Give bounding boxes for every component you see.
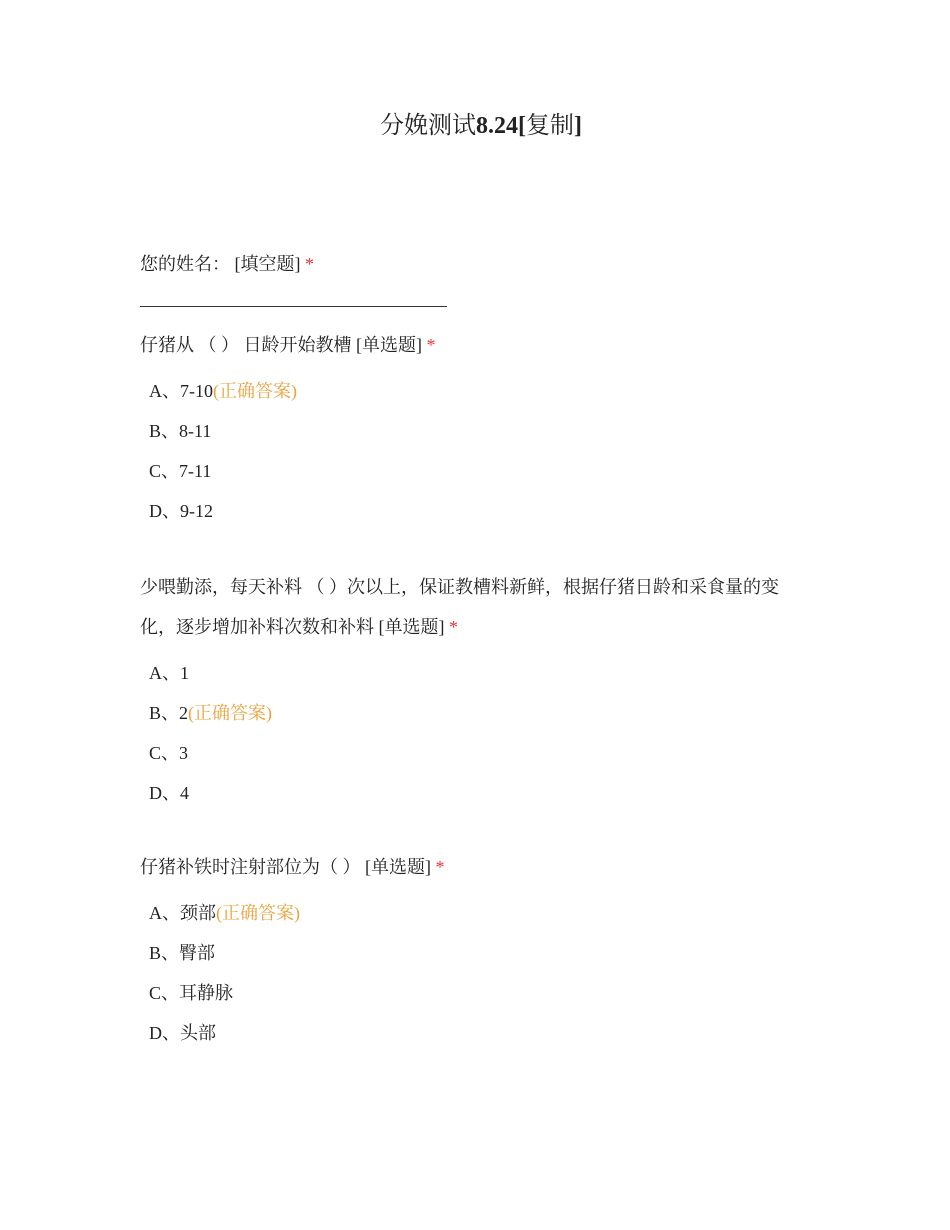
question-2-option-a[interactable] [140,371,810,411]
option-label: A、7-10 [149,381,213,401]
option-label: D、4 [149,783,189,803]
question-1 [140,244,810,307]
question-3-option-a[interactable] [140,653,810,693]
name-answer-line[interactable] [140,306,447,307]
question-4 [140,847,810,1053]
question-4-type: [单选题] [365,857,431,877]
question-2-title [140,325,810,365]
required-mark: * [305,254,314,274]
question-3-title [140,567,810,647]
question-4-option-a[interactable] [140,893,810,933]
option-label: A、1 [149,663,189,683]
correct-answer-tag: (正确答案) [188,703,273,723]
option-label: D、头部 [149,1023,216,1043]
title-prefix: 分娩测试 [380,113,476,139]
question-1-title [140,244,810,284]
question-4-option-b[interactable] [140,933,810,973]
question-1-text: 您的姓名： [140,254,230,274]
question-4-text: 仔猪补铁时注射部位为（ ） [140,857,365,877]
required-mark: * [435,857,445,877]
option-label: C、7-11 [149,461,212,481]
option-label: B、8-11 [149,421,212,441]
question-3-option-c[interactable] [140,733,810,773]
option-label: B、臀部 [149,943,216,963]
option-label: A、颈部 [149,903,216,923]
question-1-type: [填空题] [234,254,301,274]
question-3 [140,567,810,813]
option-label: B、2 [149,703,189,723]
question-2-option-c[interactable] [140,451,810,491]
required-mark: * [449,617,458,637]
question-2-type: [单选题] [356,335,422,355]
question-4-option-d[interactable] [140,1013,810,1053]
question-3-type: [单选题] [378,617,445,637]
title-close: ] [574,113,582,139]
correct-answer-tag: (正确答案) [213,381,297,401]
page-title [0,110,950,142]
option-label: C、耳静脉 [149,983,234,1003]
question-3-option-b[interactable] [140,693,810,733]
question-2-option-d[interactable] [140,491,810,531]
question-3-text: 少喂勤添，每天补料 （ ）次以上，保证教槽料新鲜，根据仔猪日龄和采食量的变化，逐步增加补料次数和补料 [140,577,779,637]
question-4-option-c[interactable] [140,973,810,1013]
question-2-text: 仔猪从 （ ） 日龄开始教槽 [140,335,356,355]
question-2-option-b[interactable] [140,411,810,451]
title-number: 8.24[ [476,113,526,139]
required-mark: * [426,335,436,355]
option-label: D、9-12 [149,501,213,521]
correct-answer-tag: (正确答案) [216,903,300,923]
question-4-title [140,847,810,887]
title-copy: 复制 [526,113,574,139]
question-3-option-d[interactable] [140,773,810,813]
option-label: C、3 [149,743,189,763]
question-2 [140,325,810,531]
